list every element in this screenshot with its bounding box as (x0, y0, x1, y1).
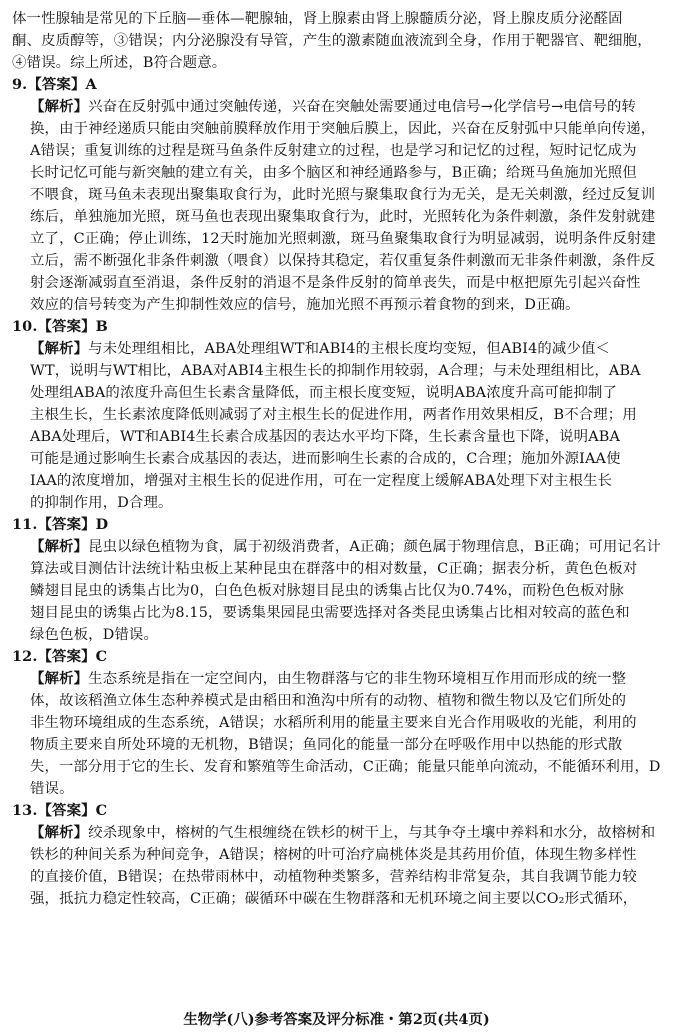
explanation-line (30, 250, 655, 272)
explanation-text: 立后，需不断强化非条件刺激（喂食）以保持其稳定，若仅重复条件刺激而无非条件刺激，条件反 (30, 253, 656, 269)
answer-label: 【答案】B (37, 318, 108, 335)
explanation-tag: 【解析】 (30, 98, 89, 115)
explanation-text: A错误；重复训练的过程是斑马鱼条件反射建立的过程，也是学习和记忆的过程，短时记忆成为 (30, 143, 637, 159)
answer-label: 【答案】C (37, 802, 108, 819)
explanation-line (30, 140, 637, 162)
explanation-text: 绞杀现象中，榕树的气生根缠绕在铁杉的树干上，与其争夺土壤中养料和水分，故榕树和 (88, 825, 656, 841)
explanation-line (30, 470, 612, 492)
explanation-text: 效应的信号转变为产生抑制性效应的信号，施加光照不再预示着食物的到来，D正确。 (30, 297, 580, 313)
explanation-text: 兴奋在反射弧中通过突触传递，兴奋在突触处需要通过电信号→化学信号→电信号的转 (88, 99, 637, 115)
explanation-tag: 【解析】 (30, 340, 89, 357)
explanation-line (30, 118, 655, 140)
question-answer-line (12, 514, 108, 536)
explanation-line (30, 888, 637, 910)
answer-label: 【答案】C (37, 648, 108, 665)
question-number: 12. (12, 648, 38, 665)
question-number: 13. (12, 802, 38, 819)
explanation-text: 练后，单独施加光照，斑马鱼也表现出聚集取食行为，此时，光照转化为条件刺激，条件发射就建 (30, 209, 656, 225)
explanation-line (30, 294, 580, 316)
explanation-line (30, 844, 637, 866)
explanation-line (30, 668, 626, 690)
question-answer-line (12, 316, 108, 338)
explanation-text: 算法或目测估计法统计粘虫板上某种昆虫在群落中的相对数量，C正确；据表分析，黄色色板对 (30, 561, 638, 577)
explanation-text: 鳞翅目昆虫的诱集占比为0，白色色板对脉翅目昆虫的诱集占比仅为0.74%，而粉色色板对脉 (30, 583, 624, 599)
explanation-line (30, 404, 637, 426)
explanation-text: 的抑制作用，D合理。 (30, 495, 173, 511)
explanation-line (30, 624, 158, 646)
explanation-line (30, 272, 641, 294)
explanation-text: 失，一部分用于它的生长、发育和繁殖等生命活动，C正确；能量只能单向流动，不能循环利用，D (30, 759, 661, 775)
explanation-text: 生态系统是指在一定空间内，由生物群落与它的非生物环境相互作用而形成的统一整 (88, 671, 627, 687)
explanation-text: 长时记忆可能与新突触的建立有关，由多个脑区和神经通路参与，B正确；给斑马鱼施加光照但 (30, 165, 637, 181)
explanation-tag: 【解析】 (30, 824, 89, 841)
explanation-line (30, 448, 621, 470)
explanation-text: 立了，C正确；停止训练，12天时施加光照刺激，斑马鱼聚集取食行为明显减弱，说明条件反射建 (30, 231, 656, 247)
explanation-line (30, 426, 620, 448)
explanation-line (30, 778, 74, 800)
explanation-text: 的直接价值，B错误；在热带雨林中，动植物种类繁多，营养结构非常复杂，其自我调节能力较 (30, 869, 637, 885)
explanation-text: WT，说明与WT相比，ABA对ABI4主根生长的抑制作用较弱，A合理；与未处理组相比，ABA (30, 363, 641, 379)
explanation-line (30, 206, 655, 228)
explanation-text: 昆虫以绿色植物为食，属于初级消费者，A正确；颜色属于物理信息，B正确；可用记名计 (88, 539, 661, 555)
explanation-text: ABA处理后，WT和ABI4生长素合成基因的表达水平均下降，生长素含量也下降，说明ABA (30, 429, 621, 445)
explanation-line (30, 96, 636, 118)
explanation-text: 主根生长，生长素浓度降低则减弱了对主根生长的促进作用，两者作用效果相反，B不合理；用 (30, 407, 637, 423)
explanation-text: 非生物环境组成的生态系统，A错误；水稻所利用的能量主要来自光合作用吸收的光能，利用的 (30, 715, 637, 731)
text-line: 体一性腺轴是常见的下丘脑—垂体—靶腺轴，肾上腺素由肾上腺髓质分泌，肾上腺皮质分泌醛固 (12, 11, 623, 27)
explanation-text: IAA的浓度增加，增强对主根生长的促进作用，可在一定程度上缓解ABA处理下对主根生长 (30, 473, 613, 489)
explanation-line (30, 338, 610, 360)
explanation-text: 物质主要来自所处环境的无机物，B错误；鱼同化的能量一部分在呼吸作用中以热能的形式散 (30, 737, 623, 753)
explanation-line (30, 822, 655, 844)
question-number: 10. (12, 318, 38, 335)
explanation-line (30, 162, 637, 184)
explanation-line (30, 866, 637, 888)
explanation-text: 换，由于神经递质只能由突触前膜释放作用于突触后膜上，因此，兴奋在反射弧中只能单向传递， (30, 121, 656, 137)
question-answer-line (12, 646, 107, 668)
explanation-line (30, 492, 173, 514)
question-answer-line (12, 74, 97, 96)
explanation-line (30, 712, 637, 734)
explanation-line (30, 734, 622, 756)
explanation-line (30, 382, 617, 404)
explanation-text: 可能是通过影响生长素合成基因的表达，进而影响生长素的合成的，C合理；施加外源IAA使 (30, 451, 621, 467)
explanation-text: 与未处理组相比，ABA处理组WT和ABI4的主根长度均变短，但ABI4的减少值＜ (88, 341, 611, 357)
text-line: 酮、皮质醇等，③错误；内分泌腺没有导管，产生的激素随血液流到全身，作用于靶器官、靶细胞， (12, 33, 652, 49)
explanation-tag: 【解析】 (30, 538, 89, 555)
page-footer: 生物学(八)参考答案及评分标准・第2页(共4页) (183, 1011, 490, 1028)
explanation-text: 翅目昆虫的诱集占比为8.15，要诱集果园昆虫需要选择对各类昆虫诱集占比相对较高的蓝色和 (30, 605, 630, 621)
explanation-line (30, 756, 661, 778)
question-answer-line (12, 800, 107, 822)
explanation-text: 体，故该稻渔立体生态种养模式是由稻田和渔沟中所有的动物、植物和微生物以及它们所处的 (30, 693, 627, 709)
answer-label: 【答案】D (37, 516, 109, 533)
question-number: 11. (12, 516, 38, 533)
explanation-line (30, 184, 655, 206)
explanation-line (30, 228, 656, 250)
explanation-line (30, 580, 624, 602)
explanation-text: 强，抵抗力稳定性较高，C正确；碳循环中碳在生物群落和无机环境之间主要以CO₂形式循环， (30, 891, 638, 907)
explanation-line (30, 360, 641, 382)
text-line: ④错误。综上所述，B符合题意。 (12, 55, 227, 71)
explanation-line (30, 558, 637, 580)
explanation-text: 不喂食，斑马鱼未表现出聚集取食行为，此时光照与聚集取食行为无关，是无关刺激，经过反复训 (30, 187, 656, 203)
explanation-line (30, 690, 626, 712)
answer-label: 【答案】A (27, 76, 97, 93)
explanation-tag: 【解析】 (30, 670, 89, 687)
explanation-line (30, 602, 630, 624)
explanation-text: 处理组ABA的浓度升高但生长素含量降低，而主根长度变短，说明ABA浓度升高可能抑制了 (30, 385, 618, 401)
explanation-line (30, 536, 661, 558)
explanation-text: 射会逐渐减弱直至消退，条件反射的消退不是条件反射的简单丧失，而是中枢把原先引起兴奋性 (30, 275, 641, 291)
explanation-text: 错误。 (30, 781, 74, 797)
question-number: 9. (12, 76, 28, 93)
explanation-text: 铁杉的种间关系为种间竞争，A错误；榕树的叶可治疗扁桃体炎是其药用价值，体现生物多样性 (30, 847, 637, 863)
explanation-text: 绿色色板，D错误。 (30, 627, 159, 643)
